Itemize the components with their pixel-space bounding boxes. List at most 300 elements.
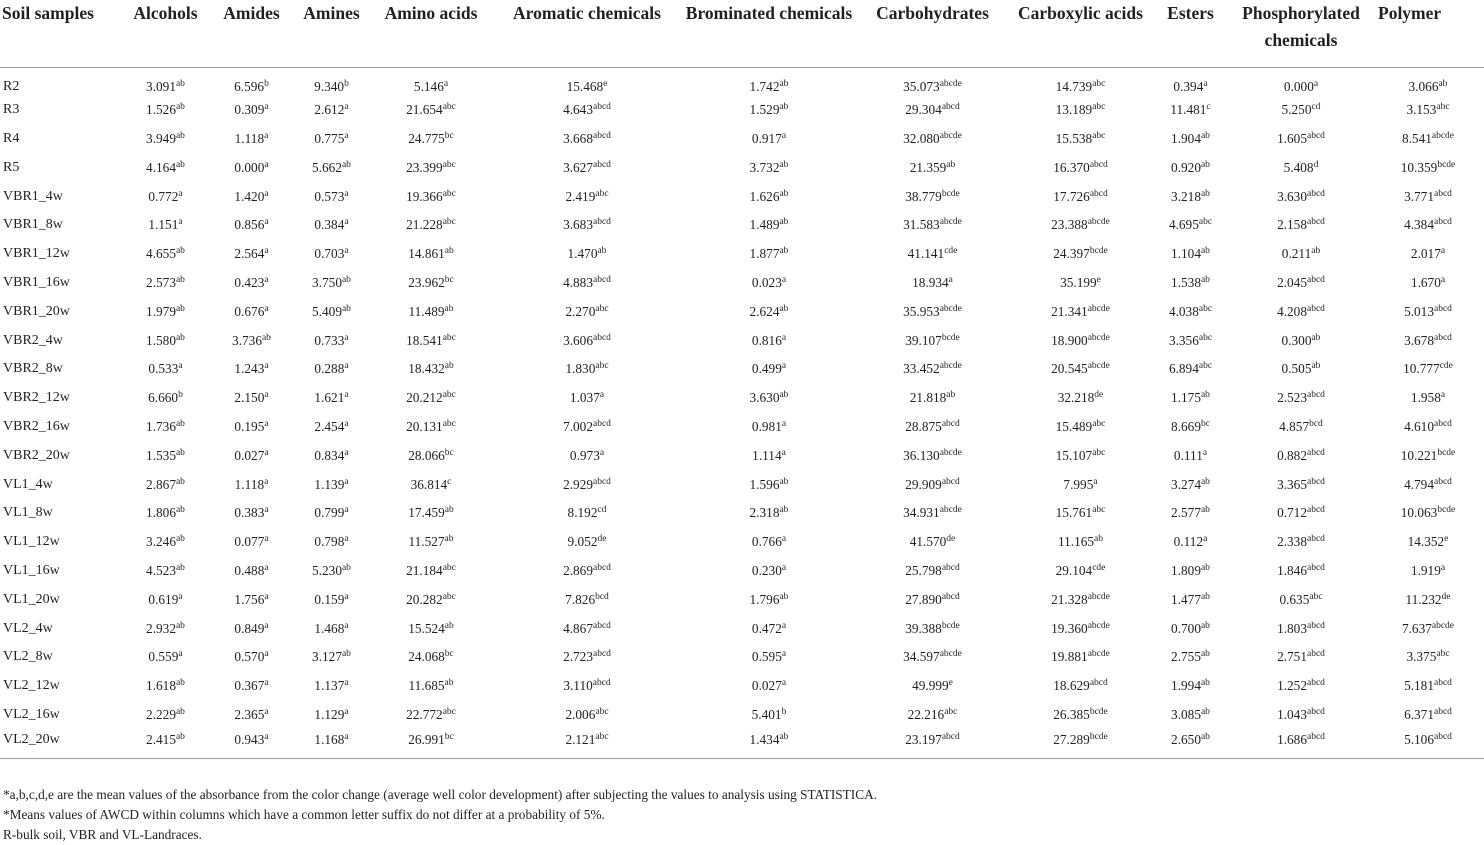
cell-value: 23.399 [406, 159, 443, 175]
table-cell [292, 384, 371, 413]
table-cell [1372, 470, 1484, 499]
cell-value: 5.106 [1404, 732, 1434, 748]
cell-suffix: abc [1092, 447, 1106, 458]
table-cell [1010, 672, 1151, 701]
cell-suffix: ab [779, 390, 789, 401]
cell-value: 14.861 [408, 246, 445, 262]
cell-value: 1.529 [749, 102, 780, 118]
table-row [0, 269, 1484, 298]
cell-value: 0.195 [234, 418, 265, 434]
cell-value: 14.352 [1407, 534, 1445, 550]
table-cell [1230, 528, 1372, 557]
cell-value: 2.755 [1171, 649, 1201, 665]
cell-suffix: abc [1198, 332, 1213, 343]
cell-value: 4.523 [146, 562, 176, 578]
cell-value: 4.794 [1404, 476, 1434, 492]
cell-suffix: c [447, 476, 452, 487]
cell-suffix: abcde [1087, 591, 1110, 602]
cell-value: 2.624 [749, 303, 780, 319]
table-cell [683, 153, 855, 182]
cell-suffix: a [781, 447, 786, 458]
table-cell [1230, 470, 1372, 499]
cell-suffix: abc [1436, 649, 1450, 660]
cell-suffix: ab [1200, 130, 1210, 141]
sample-label: VL2_4w [3, 620, 53, 636]
table-cell [683, 441, 855, 470]
table-cell [371, 499, 491, 528]
table-row [0, 96, 1484, 125]
cell-value: 0.230 [751, 562, 782, 578]
table-cell [491, 125, 683, 154]
table-cell [1151, 585, 1230, 614]
cell-value: 19.881 [1051, 649, 1088, 665]
column-header: Amides [211, 0, 292, 67]
cell-suffix: a [264, 562, 269, 573]
column-header: Alcohols [120, 0, 211, 67]
table-cell [683, 470, 855, 499]
table-cell [120, 125, 211, 154]
table-cell [371, 67, 491, 96]
cell-value: 35.073 [903, 78, 940, 94]
cell-value: 24.397 [1053, 246, 1090, 262]
table-cell [491, 67, 683, 96]
cell-suffix: abc [1092, 102, 1106, 113]
cell-suffix: cde [1092, 562, 1106, 573]
table-cell [371, 585, 491, 614]
cell-value: 24.775 [408, 130, 445, 146]
cell-value: 2.577 [1171, 505, 1201, 521]
cell-value: 5.146 [413, 78, 444, 94]
cell-value: 0.834 [314, 447, 345, 463]
cell-value: 4.164 [146, 159, 176, 175]
table-cell [1151, 211, 1230, 240]
cell-suffix: abcde [1087, 332, 1110, 343]
table-cell [1151, 297, 1230, 326]
table-cell [292, 355, 371, 384]
table-cell [371, 672, 491, 701]
table-cell [211, 96, 292, 125]
table-cell [292, 614, 371, 643]
table-cell [1010, 470, 1151, 499]
table-cell [491, 355, 683, 384]
cell-suffix: abcd [592, 217, 611, 228]
table-cell [211, 528, 292, 557]
cell-suffix: a [948, 274, 953, 285]
cell-suffix: bc [444, 274, 454, 285]
table-cell [1010, 240, 1151, 269]
cell-value: 3.630 [1277, 188, 1307, 204]
cell-suffix: a [599, 390, 605, 401]
cell-suffix: a [599, 447, 605, 458]
cell-value: 0.111 [1173, 447, 1203, 463]
cell-suffix: a [1440, 274, 1446, 285]
table-cell [855, 643, 1010, 672]
cell-suffix: ab [1200, 476, 1210, 487]
cell-value: 23.962 [408, 274, 445, 290]
cell-value: 0.000 [234, 159, 265, 175]
cell-suffix: a [264, 274, 269, 285]
cell-value: 6.894 [1168, 361, 1199, 377]
cell-suffix: a [344, 447, 349, 458]
cell-value: 1.803 [1277, 620, 1307, 636]
table-cell [1372, 384, 1484, 413]
cell-value: 11.481 [1170, 102, 1207, 118]
sample-label: VBR2_8w [3, 361, 63, 377]
cell-value: 4.208 [1277, 303, 1307, 319]
table-cell [1010, 441, 1151, 470]
cell-suffix: a [344, 332, 349, 343]
cell-suffix: abcd [1089, 159, 1108, 170]
table-row [0, 326, 1484, 355]
cell-suffix: abc [595, 732, 609, 743]
cell-value: 21.184 [406, 562, 443, 578]
footnote: *Means values of AWCD within columns which have a common letter suffix do not differ at a probability of 5%. [3, 807, 605, 822]
cell-value: 3.246 [146, 534, 176, 550]
cell-suffix: bc [444, 649, 454, 660]
cell-value: 1.605 [1277, 130, 1307, 146]
cell-suffix: ab [1200, 188, 1210, 199]
cell-suffix: ab [175, 303, 185, 314]
cell-suffix: a [264, 649, 269, 660]
table-cell [292, 182, 371, 211]
cell-value: 11.232 [1405, 591, 1442, 607]
cell-suffix: a [1440, 390, 1446, 401]
table-cell [1372, 355, 1484, 384]
cell-suffix: b [781, 706, 787, 717]
cell-value: 0.917 [751, 130, 782, 146]
table-row [0, 528, 1484, 557]
cell-suffix: abcd [1306, 476, 1325, 487]
table-cell [491, 729, 683, 758]
cell-value: 31.583 [903, 217, 940, 233]
table-cell [1372, 672, 1484, 701]
table-cell [211, 182, 292, 211]
cell-suffix: bcde [1089, 706, 1108, 717]
sample-label: VL1_4w [3, 476, 53, 492]
cell-suffix: abcde [939, 447, 962, 458]
column-header-text: Phosphorylated chemicals [1242, 3, 1360, 50]
table-cell [855, 67, 1010, 96]
cell-value: 0.023 [751, 274, 782, 290]
cell-value: 9.052 [567, 534, 598, 550]
cell-suffix: a [781, 534, 787, 545]
sample-label: VL2_20w [0, 729, 120, 758]
cell-value: 3.066 [1408, 78, 1439, 94]
cell-suffix: ab [779, 78, 789, 89]
cell-value: 36.814 [410, 476, 448, 492]
cell-value: 2.229 [146, 706, 176, 722]
sample-label: VBR2_12w [3, 390, 70, 406]
table-cell [1010, 182, 1151, 211]
table-cell [683, 182, 855, 211]
cell-value: 27.890 [905, 591, 942, 607]
table-cell [211, 153, 292, 182]
table-cell [120, 240, 211, 269]
table-row [0, 441, 1484, 470]
table-cell [211, 211, 292, 240]
cell-value: 15.107 [1055, 447, 1093, 463]
cell-suffix: abcd [941, 562, 960, 573]
cell-suffix: ab [175, 732, 185, 743]
column-header: Polymer [1372, 0, 1484, 67]
cell-suffix: a [781, 562, 787, 573]
table-cell [1010, 67, 1151, 96]
cell-value: 2.150 [234, 390, 265, 406]
cell-suffix: cd [1311, 102, 1321, 113]
table-cell [1151, 528, 1230, 557]
sample-label: R2 [3, 78, 20, 94]
cell-value: 0.367 [234, 678, 265, 694]
cell-suffix: ab [1200, 649, 1210, 660]
cell-value: 9.340 [314, 78, 345, 94]
sample-label: VL2_8w [3, 649, 53, 665]
table-cell [120, 499, 211, 528]
cell-suffix: abcd [592, 130, 611, 141]
table-cell [1151, 153, 1230, 182]
cell-suffix: abcde [1087, 303, 1110, 314]
table-cell [120, 355, 211, 384]
sample-label: VBR1_16w [3, 274, 70, 290]
cell-value: 2.751 [1277, 649, 1307, 665]
cell-suffix: abcd [592, 418, 611, 429]
table-cell [120, 413, 211, 442]
cell-value: 1.877 [749, 246, 780, 262]
table-cell [1230, 67, 1372, 96]
cell-value: 3.274 [1171, 476, 1201, 492]
table-cell [683, 528, 855, 557]
cell-value: 5.409 [312, 303, 342, 319]
table-cell [120, 153, 211, 182]
cell-suffix: a [781, 274, 787, 285]
table-cell [292, 67, 371, 96]
cell-suffix: abcd [592, 678, 611, 689]
cell-suffix: a [178, 188, 183, 199]
table-cell [1372, 297, 1484, 326]
cell-value: 3.949 [146, 130, 176, 146]
cell-suffix: a [264, 678, 269, 689]
table-cell [855, 672, 1010, 701]
cell-suffix: a [1202, 447, 1208, 458]
column-header [1230, 0, 1372, 67]
cell-value: 11.489 [408, 303, 445, 319]
cell-suffix: abcd [1306, 390, 1325, 401]
cell-suffix: ab [175, 505, 185, 516]
cell-suffix: abc [1092, 505, 1106, 516]
cell-suffix: bcde [1089, 732, 1108, 743]
cell-value: 6.596 [234, 78, 265, 94]
table-cell [1010, 614, 1151, 643]
table-cell [1372, 182, 1484, 211]
cell-suffix: abcd [941, 732, 960, 743]
table-cell [371, 470, 491, 499]
cell-value: 1.468 [314, 620, 345, 636]
cell-value: 0.703 [314, 246, 345, 262]
cell-suffix: abcd [1306, 649, 1325, 660]
cell-suffix: abc [1198, 361, 1213, 372]
table-cell [1151, 355, 1230, 384]
cell-suffix: abc [1092, 78, 1106, 89]
table-cell [1230, 96, 1372, 125]
cell-value: 1.809 [1171, 562, 1201, 578]
table-footnotes [3, 785, 877, 845]
cell-value: 25.798 [905, 562, 942, 578]
cell-suffix: ab [779, 732, 789, 743]
cell-suffix: ab [175, 620, 185, 631]
cell-value: 1.114 [752, 447, 782, 463]
table-cell [855, 499, 1010, 528]
cell-value: 2.121 [565, 732, 596, 748]
table-cell [1010, 557, 1151, 586]
table-cell [1230, 557, 1372, 586]
cell-suffix: a [264, 620, 269, 631]
cell-value: 5.401 [751, 706, 782, 722]
cell-value: 0.309 [234, 102, 265, 118]
table-cell [1372, 67, 1484, 96]
cell-value: 0.920 [1171, 159, 1201, 175]
table-cell [1372, 643, 1484, 672]
cell-value: 1.596 [749, 476, 780, 492]
sample-label: VBR1_12w [3, 246, 70, 262]
table-cell [120, 96, 211, 125]
table-cell [1372, 614, 1484, 643]
cell-suffix: ab [175, 562, 185, 573]
cell-suffix: abcd [1306, 620, 1325, 631]
cell-value: 2.869 [563, 562, 593, 578]
table-cell [1230, 153, 1372, 182]
cell-suffix: abcd [1433, 732, 1452, 743]
table-cell [855, 326, 1010, 355]
table-cell [1372, 96, 1484, 125]
cell-suffix: abcd [592, 562, 611, 573]
table-cell [1230, 125, 1372, 154]
cell-suffix: ab [175, 246, 185, 257]
cell-value: 33.452 [903, 361, 940, 377]
column-header: Carboxylic acids [1010, 0, 1151, 67]
sample-label: VL1_16w [3, 562, 60, 578]
cell-value: 1.139 [314, 476, 345, 492]
table-cell [371, 125, 491, 154]
table-cell [292, 211, 371, 240]
cell-value: 0.798 [314, 534, 345, 550]
cell-suffix: bcde [941, 188, 960, 199]
cell-suffix: abcd [592, 476, 611, 487]
cell-suffix: bcd [595, 591, 609, 602]
table-cell [120, 557, 211, 586]
cell-suffix: abcd [1433, 188, 1452, 199]
table-cell [855, 355, 1010, 384]
cell-suffix: ab [341, 303, 351, 314]
table-cell [1372, 701, 1484, 730]
sample-label: R5 [3, 159, 20, 175]
cell-suffix: cde [1439, 361, 1453, 372]
cell-value: 4.867 [563, 620, 593, 636]
table-cell [491, 240, 683, 269]
cell-suffix: ab [779, 159, 789, 170]
cell-suffix: abcde [1087, 649, 1110, 660]
cell-suffix: a [264, 476, 269, 487]
table-cell [292, 528, 371, 557]
cell-suffix: ab [444, 361, 454, 372]
table-row [0, 211, 1484, 240]
cell-suffix: a [344, 476, 349, 487]
cell-suffix: abcd [1306, 678, 1325, 689]
cell-suffix: ab [946, 159, 956, 170]
cell-suffix: a [264, 102, 269, 113]
cell-value: 7.637 [1401, 620, 1432, 636]
cell-value: 4.857 [1279, 418, 1310, 434]
cell-suffix: abcd [592, 159, 611, 170]
cell-suffix: a [1440, 246, 1446, 257]
cell-suffix: abcd [592, 274, 611, 285]
table-cell [120, 643, 211, 672]
cell-value: 0.849 [234, 620, 265, 636]
cell-suffix: abcde [1431, 620, 1455, 631]
cell-value: 0.595 [751, 649, 782, 665]
cell-suffix: abc [1198, 217, 1213, 228]
cell-value: 0.635 [1279, 591, 1310, 607]
table-cell [855, 125, 1010, 154]
cell-value: 0.973 [569, 447, 600, 463]
cell-value: 0.559 [148, 649, 179, 665]
table-cell [371, 297, 491, 326]
cell-suffix: abcd [1306, 534, 1325, 545]
cell-suffix: a [344, 361, 349, 372]
table-cell [371, 153, 491, 182]
table-cell [120, 470, 211, 499]
cell-suffix: ab [1200, 505, 1210, 516]
table-cell [1151, 413, 1230, 442]
cell-suffix: e [603, 78, 608, 89]
cell-suffix: a [344, 732, 349, 743]
column-header: Amino acids [371, 0, 491, 67]
column-header: Aromatic chemicals [491, 0, 683, 67]
cell-suffix: abcd [1306, 447, 1325, 458]
table-header [0, 0, 1484, 67]
cell-value: 2.454 [314, 418, 345, 434]
cell-suffix: a [344, 130, 349, 141]
table-cell [371, 643, 491, 672]
table-cell [120, 211, 211, 240]
cell-suffix: a [178, 649, 183, 660]
cell-value: 1.796 [749, 591, 780, 607]
cell-value: 32.080 [903, 130, 940, 146]
table-cell [371, 701, 491, 730]
table-cell [371, 441, 491, 470]
table-cell [491, 297, 683, 326]
table-cell [1372, 125, 1484, 154]
table-cell [211, 326, 292, 355]
table-cell [211, 701, 292, 730]
cell-value: 24.068 [408, 649, 445, 665]
cell-suffix: abcd [1433, 217, 1452, 228]
cell-suffix: abcde [939, 361, 962, 372]
cell-suffix: a [344, 217, 349, 228]
cell-suffix: ab [175, 102, 185, 113]
table-cell [292, 701, 371, 730]
cell-value: 0.300 [1281, 332, 1312, 348]
cell-suffix: a [264, 361, 269, 372]
cell-suffix: abcd [1433, 706, 1452, 717]
cell-value: 0.733 [314, 332, 345, 348]
cell-suffix: bc [444, 447, 454, 458]
cell-value: 39.388 [905, 620, 942, 636]
cell-value: 0.712 [1277, 505, 1307, 521]
column-header: Amines [292, 0, 371, 67]
cell-value: 0.384 [314, 217, 345, 233]
cell-value: 3.668 [563, 130, 593, 146]
table-cell [211, 585, 292, 614]
cell-suffix: e [1444, 534, 1449, 545]
